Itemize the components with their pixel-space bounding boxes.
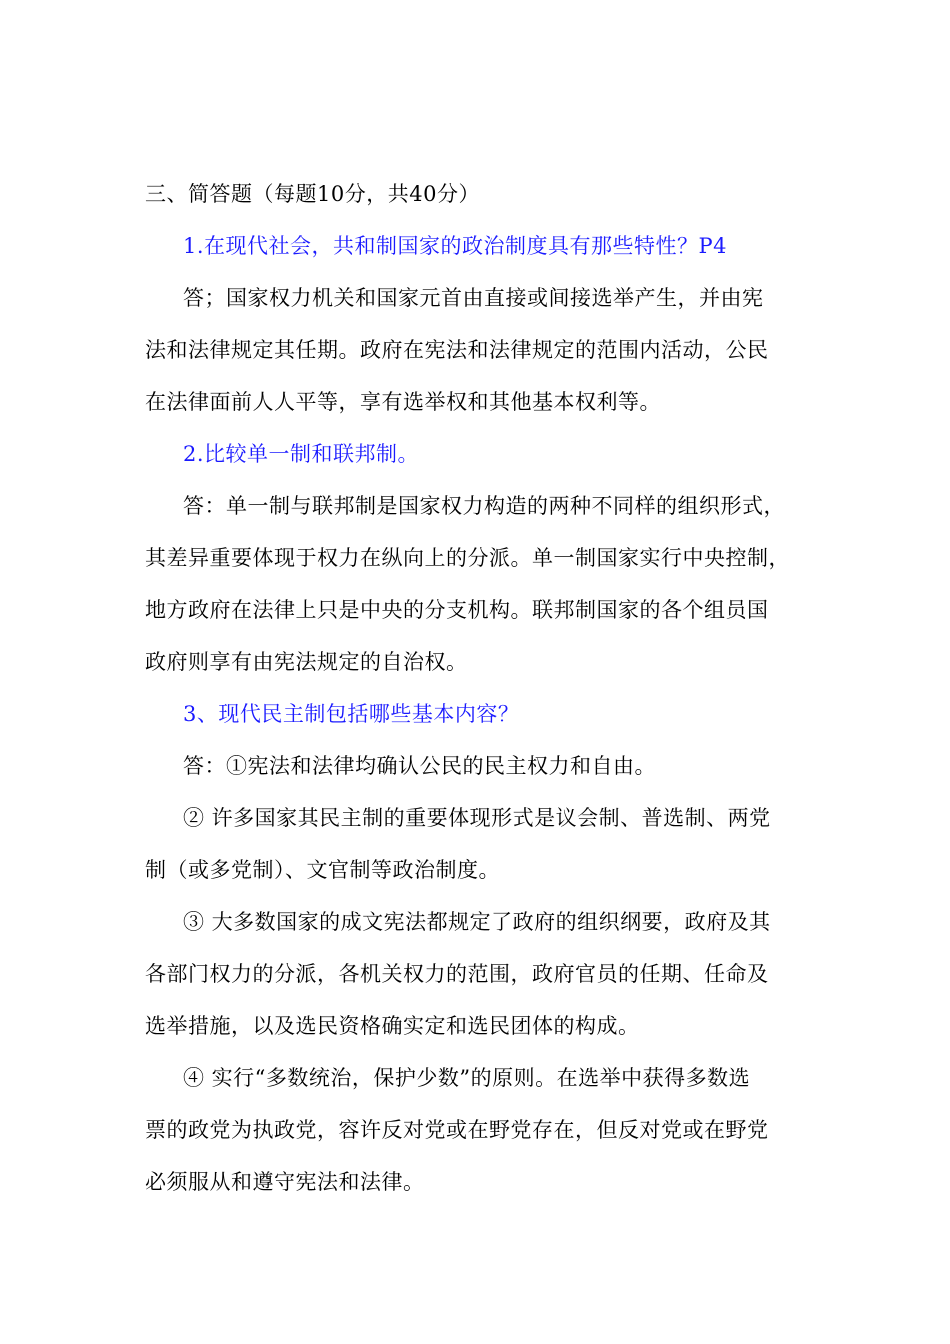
answer-3-line-6: 选举措施，以及选民资格确实定和选民团体的构成。 xyxy=(145,1014,640,1038)
question-3: 3、现代民主制包括哪些基本内容？ xyxy=(183,702,520,726)
answer-3-line-8: 票的政党为执政党，容许反对党或在野党存在，但反对党或在野党 xyxy=(145,1118,769,1142)
answer-3-line-9: 必须服从和遵守宪法和法律。 xyxy=(145,1170,425,1194)
answer-3-line-7: ④ 实行“多数统治，保护少数”的原则。在选举中获得多数选 xyxy=(183,1066,751,1090)
document-page xyxy=(145,168,795,1208)
answer-1-line-2: 法和法律规定其任期。政府在宪法和法律规定的范围内活动，公民 xyxy=(145,338,769,362)
answer-1-line-3: 在法律面前人人平等，享有选举权和其他基本权利等。 xyxy=(145,390,661,414)
answer-3-line-3: 制（或多党制）、文官制等政治制度。 xyxy=(145,858,500,882)
answer-3-line-2: ② 许多国家其民主制的重要体现形式是议会制、普选制、两党 xyxy=(183,806,771,830)
question-1: 1.在现代社会，共和制国家的政治制度具有那些特性？P4 xyxy=(183,234,728,258)
section-title: 三、简答题（每题10分，共40分） xyxy=(145,182,480,206)
answer-2-line-3: 地方政府在法律上只是中央的分支机构。联邦制国家的各个组员国 xyxy=(145,598,769,622)
answer-3-line-5: 各部门权力的分派，各机关权力的范围，政府官员的任期、任命及 xyxy=(145,962,769,986)
answer-2-line-1: 答：单一制与联邦制是国家权力构造的两种不同样的组织形式， xyxy=(183,494,785,518)
question-2: 2.比较单一制和联邦制。 xyxy=(183,442,420,466)
answer-2-line-2: 其差异重要体现于权力在纵向上的分派。单一制国家实行中央控制， xyxy=(145,546,790,570)
answer-3-line-1: 答：①宪法和法律均确认公民的民主权力和自由。 xyxy=(183,754,656,778)
answer-3-line-4: ③ 大多数国家的成文宪法都规定了政府的组织纲要，政府及其 xyxy=(183,910,771,934)
answer-1-line-1: 答；国家权力机关和国家元首由直接或间接选举产生，并由宪 xyxy=(183,286,764,310)
answer-2-line-4: 政府则享有由宪法规定的自治权。 xyxy=(145,650,468,674)
